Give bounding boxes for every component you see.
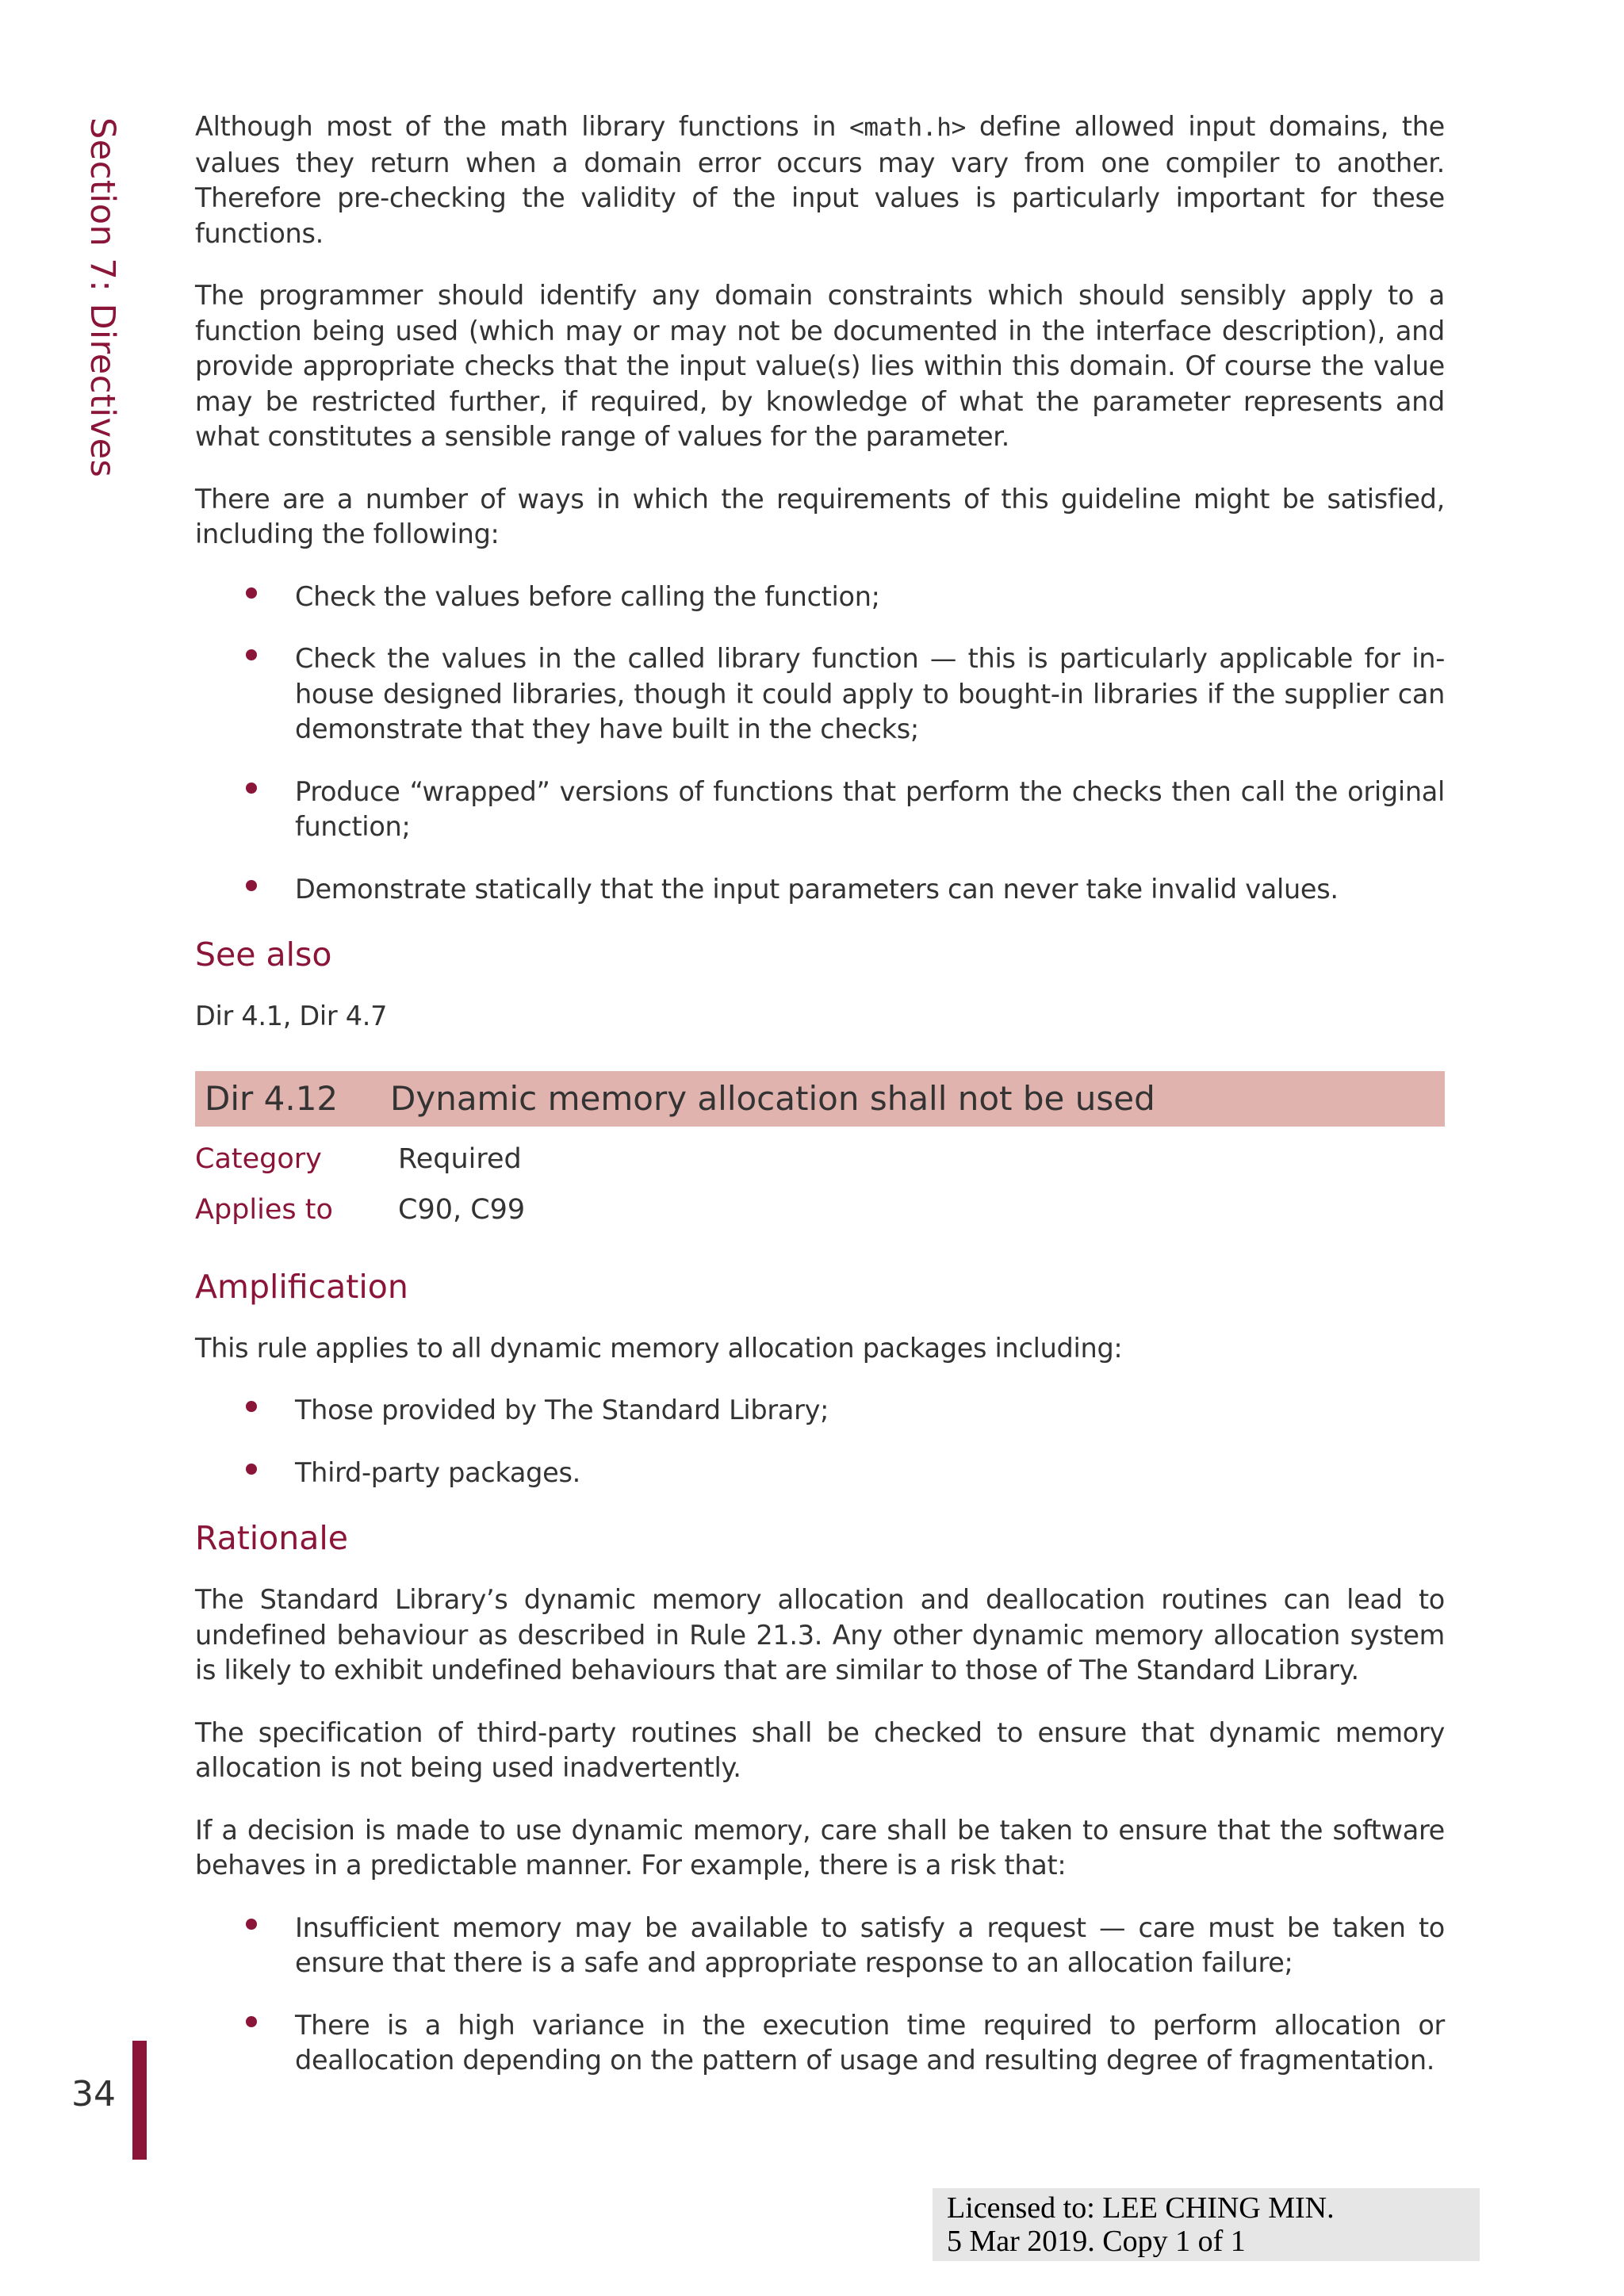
applies-to-value: C90, C99 <box>398 1193 526 1226</box>
list-item <box>195 872 1445 908</box>
bullet-icon <box>246 587 257 599</box>
bullet-icon <box>246 1919 257 1930</box>
amplification-heading: Amplification <box>195 1267 408 1306</box>
intro-paragraph-3: There are a number of ways in which the requirements of this guideline might be satisfied, including the following: <box>195 483 1445 549</box>
list-item-text: Check the values before calling the function; <box>295 580 880 612</box>
bullet-icon <box>246 880 257 891</box>
bullet-icon <box>246 1401 257 1412</box>
applies-to-label: Applies to <box>195 1193 333 1226</box>
category-row <box>195 1141 1445 1177</box>
rule-title: Dynamic memory allocation shall not be used <box>390 1079 1155 1118</box>
math-header-code: <math.h> <box>849 113 966 142</box>
list-item <box>195 580 1445 615</box>
amplification-bullet-list <box>195 1393 1445 1490</box>
list-item <box>195 1911 1445 1981</box>
rationale-bullet-list <box>195 1911 1445 2079</box>
bullet-icon <box>246 649 257 660</box>
page-number-bar <box>132 2041 147 2160</box>
category-label: Category <box>195 1142 322 1175</box>
rationale-paragraph-1: The Standard Library’s dynamic memory allocation and deallocation routines can lead to undefined behaviour as described in Rule 21.3. Any other dynamic memory allocation system is likely to exhibit undefined behaviours that are similar to those of The Standard Library. <box>195 1584 1445 1686</box>
bullet-icon <box>246 1464 257 1475</box>
intro-paragraph-1 <box>195 109 1445 251</box>
page-number: 34 <box>71 2074 116 2114</box>
intro-bullet-list <box>195 580 1445 908</box>
rationale-heading: Rationale <box>195 1519 348 1557</box>
list-item-text: Demonstrate statically that the input parameters can never take invalid values. <box>295 873 1339 905</box>
bullet-icon <box>246 783 257 794</box>
page-content <box>195 109 1445 2106</box>
bullet-icon <box>246 2016 257 2027</box>
license-stamp <box>933 2188 1480 2261</box>
list-item <box>195 775 1445 845</box>
intro-paragraph-2: The programmer should identify any domain constraints which should sensibly apply to a function being used (which may or may not be documented in the interface description), and provide appropriate checks that the input value(s) lies within this domain. Of course the value may be restricted further, if required, by knowledge of what the parameter represents and what constitutes a sensible range of values for the parameter. <box>195 280 1445 452</box>
rationale-paragraph-2: The specification of third-party routines shall be checked to ensure that dynamic memory allocation is not being used inadvertently. <box>195 1716 1445 1783</box>
intro-p1-text-b: define allowed input domains, the values they return when a domain error occurs may vary from one compiler to another. Therefore pre-checking the validity of the input values is particularly important for these functions. <box>195 111 1445 249</box>
list-item-text: There is a high variance in the execution time required to perform allocation or deallocation depending on the pattern of usage and resulting degree of fragmentation. <box>295 2009 1445 2076</box>
rule-header-bar <box>195 1071 1445 1127</box>
section-title-vertical: Section 7: Directives <box>82 117 122 478</box>
intro-p1-text-a: Although most of the math library functions in <box>195 111 850 142</box>
list-item-text: Produce “wrapped” versions of functions that perform the checks then call the original function; <box>295 775 1445 842</box>
rationale-paragraph-3: If a decision is made to use dynamic memory, care shall be taken to ensure that the software behaves in a predictable manner. For example, there is a risk that: <box>195 1814 1445 1881</box>
list-item-text: Those provided by The Standard Library; <box>295 1395 829 1425</box>
category-value: Required <box>398 1142 522 1175</box>
rule-id: Dir 4.12 <box>205 1079 339 1118</box>
see-also-links: Dir 4.1, Dir 4.7 <box>195 1001 388 1031</box>
list-item <box>195 1456 1445 1491</box>
list-item-text: Insufficient memory may be available to satisfy a request — care must be taken to ensure that there is a safe and appropriate response to an allocation failure; <box>295 1911 1445 1978</box>
applies-to-row <box>195 1192 1445 1228</box>
list-item-text: Check the values in the called library function — this is particularly applicable for in-house designed libraries, though it could apply to bought-in libraries if the supplier can demonstrate that they have built in the checks; <box>295 643 1445 744</box>
license-line-2: 5 Mar 2019. Copy 1 of 1 <box>947 2225 1246 2258</box>
list-item-text: Third-party packages. <box>295 1456 580 1488</box>
license-line-1: Licensed to: LEE CHING MIN. <box>947 2191 1335 2225</box>
list-item <box>195 641 1445 748</box>
list-item <box>195 2008 1445 2079</box>
amplification-text: This rule applies to all dynamic memory allocation packages including: <box>195 1332 1123 1364</box>
list-item <box>195 1393 1445 1429</box>
see-also-heading: See also <box>195 936 332 974</box>
